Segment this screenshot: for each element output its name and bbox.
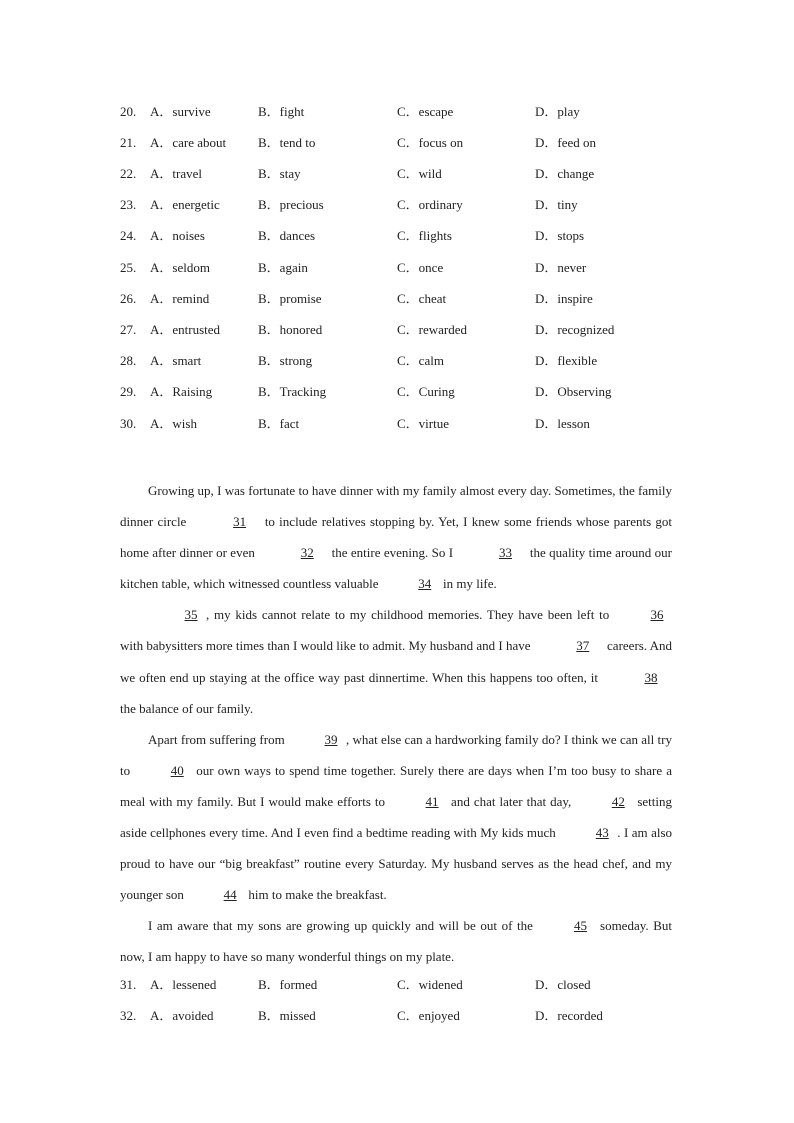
- option-a: A．Raising: [150, 384, 213, 399]
- option-c: C．enjoyed: [397, 1008, 460, 1023]
- option-b: B．formed: [258, 977, 318, 992]
- option-d: D．recorded: [535, 1008, 603, 1023]
- question-row: [120, 382, 680, 402]
- blank-42: 42: [611, 793, 625, 809]
- option-d: D．change: [535, 166, 595, 181]
- question-row: [120, 226, 680, 246]
- option-b: B．precious: [258, 197, 324, 212]
- option-d: D．recognized: [535, 322, 615, 337]
- blank-33: 33: [499, 545, 513, 561]
- question-number: 28.: [120, 353, 137, 368]
- option-d: D．stops: [535, 228, 585, 243]
- question-number: 24.: [120, 228, 137, 243]
- option-c: C．focus on: [397, 135, 464, 150]
- option-b: B．fact: [258, 416, 300, 431]
- option-c: C．escape: [397, 104, 454, 119]
- option-b: B．Tracking: [258, 384, 327, 399]
- paragraph: [120, 724, 672, 911]
- blank-31: 31: [233, 514, 247, 530]
- blank-41: 41: [425, 793, 439, 809]
- question-number: 20.: [120, 104, 137, 119]
- question-number: 23.: [120, 197, 137, 212]
- passage-text: careers. And we often end up staying at the office way past dinnertime. When this happens too often, it: [120, 638, 673, 685]
- option-d: D．never: [535, 260, 587, 275]
- option-c: C．virtue: [397, 416, 449, 431]
- question-row: [120, 351, 680, 371]
- option-d: D．Observing: [535, 384, 612, 399]
- option-c: C．cheat: [397, 291, 447, 306]
- option-d: D．closed: [535, 977, 591, 992]
- question-row: [120, 133, 680, 153]
- option-b: B．honored: [258, 322, 323, 337]
- question-row: [120, 975, 680, 995]
- option-a: A．seldom: [150, 260, 210, 275]
- blank-35: 35: [184, 607, 198, 623]
- question-row: [120, 102, 680, 122]
- option-d: D．feed on: [535, 135, 597, 150]
- option-a: A．lessened: [150, 977, 217, 992]
- passage-text: with babysitters more times than I would like to admit. My husband and I have: [120, 638, 534, 654]
- question-number: 25.: [120, 260, 137, 275]
- question-number: 22.: [120, 166, 137, 181]
- option-a: A．travel: [150, 166, 202, 181]
- blank-43: 43: [595, 825, 609, 841]
- option-c: C．once: [397, 260, 444, 275]
- option-c: C．ordinary: [397, 197, 463, 212]
- question-number: 21.: [120, 135, 137, 150]
- passage-text: Growing up, I was fortunate to have dinner with my family almost every day. Sometimes, the family dinner circle: [120, 483, 672, 530]
- blank-40: 40: [170, 762, 184, 778]
- question-row: [120, 320, 680, 340]
- option-a: A．noises: [150, 228, 205, 243]
- blank-39: 39: [324, 731, 338, 747]
- question-row: [120, 414, 680, 434]
- passage-text: setting aside cellphones every time. And I even find a bedtime reading with My kids much: [120, 793, 673, 841]
- blank-38: 38: [644, 669, 658, 685]
- option-b: B．fight: [258, 104, 305, 119]
- option-a: A．energetic: [150, 197, 220, 212]
- passage-text: I am aware that my sons are growing up quickly and will be out of the: [148, 918, 538, 934]
- question-number: 26.: [120, 291, 137, 306]
- passage-text: the balance of our family.: [120, 700, 254, 716]
- passage-text: and chat later that day,: [447, 793, 576, 809]
- option-b: B．promise: [258, 291, 322, 306]
- question-number: 30.: [120, 416, 137, 431]
- blank-36: 36: [650, 607, 664, 623]
- option-c: C．Curing: [397, 384, 455, 399]
- option-a: A．entrusted: [150, 322, 221, 337]
- option-b: B．again: [258, 260, 308, 275]
- question-number: 31.: [120, 977, 137, 992]
- question-number: 27.: [120, 322, 137, 337]
- option-a: A．survive: [150, 104, 211, 119]
- question-row: [120, 289, 680, 309]
- blank-44: 44: [223, 887, 237, 903]
- option-d: D．tiny: [535, 197, 578, 212]
- passage-text: our own ways to spend time together. Surely there are days when I’m too busy to share a meal with my family. But I would make efforts to: [120, 762, 672, 809]
- option-d: D．lesson: [535, 416, 590, 431]
- option-c: C．flights: [397, 228, 452, 243]
- option-b: B．tend to: [258, 135, 316, 150]
- option-d: D．flexible: [535, 353, 598, 368]
- option-a: A．remind: [150, 291, 210, 306]
- cloze-passage: [120, 475, 672, 973]
- passage-text: , my kids cannot relate to my childhood memories. They have been left to: [206, 607, 614, 623]
- option-b: B．missed: [258, 1008, 316, 1023]
- blank-37: 37: [576, 638, 590, 654]
- option-d: D．play: [535, 104, 580, 119]
- passage-text: the quality time around our kitchen table, which witnessed countless valuable: [120, 545, 672, 592]
- question-row: [120, 1006, 680, 1026]
- blank-32: 32: [300, 545, 314, 561]
- option-b: B．stay: [258, 166, 301, 181]
- passage-text: . I am also proud to have our “big breakfast” routine every Saturday. My husband serves as the head chef, and my younger son: [120, 825, 673, 903]
- passage-text: Apart from suffering from: [148, 731, 288, 747]
- passage-text: someday. But now, I am happy to have so many wonderful things on my plate.: [120, 918, 672, 965]
- option-c: C．widened: [397, 977, 463, 992]
- question-row: [120, 258, 680, 278]
- option-a: A．wish: [150, 416, 197, 431]
- option-c: C．wild: [397, 166, 442, 181]
- paragraph: [120, 910, 672, 972]
- passage-text: to include relatives stopping by. Yet, I knew some friends whose parents got home after dinner or even: [120, 514, 673, 561]
- question-number: 29.: [120, 384, 137, 399]
- question-row: [120, 164, 680, 184]
- option-b: B．strong: [258, 353, 313, 368]
- passage-text: , what else can a hardworking family do? I think we can all try to: [120, 731, 672, 778]
- option-a: A．smart: [150, 353, 202, 368]
- blank-34: 34: [418, 576, 432, 592]
- option-b: B．dances: [258, 228, 316, 243]
- option-a: A．avoided: [150, 1008, 214, 1023]
- paragraph: [120, 475, 672, 599]
- passage-text: the entire evening. So I: [328, 545, 457, 561]
- blank-45: 45: [573, 918, 587, 934]
- paragraph: [120, 599, 672, 723]
- question-number: 32.: [120, 1008, 137, 1023]
- option-c: C．calm: [397, 353, 444, 368]
- question-row: [120, 195, 680, 215]
- passage-text: in my life.: [439, 576, 497, 592]
- option-a: A．care about: [150, 135, 227, 150]
- option-c: C．rewarded: [397, 322, 468, 337]
- passage-text: him to make the breakfast.: [245, 887, 387, 903]
- option-d: D．inspire: [535, 291, 593, 306]
